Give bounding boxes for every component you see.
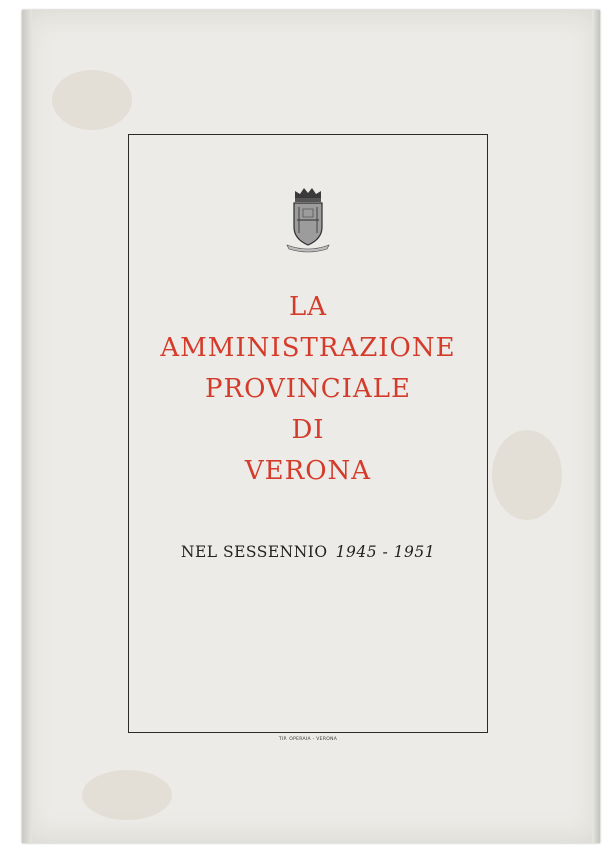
cover-left-edge bbox=[22, 10, 32, 843]
subtitle-years: 1945 - 1951 bbox=[335, 543, 436, 561]
title-line-2: AMMINISTRAZIONE bbox=[160, 333, 456, 363]
title-line-3: PROVINCIALE bbox=[205, 374, 411, 404]
book-cover bbox=[22, 10, 600, 843]
title-line-1: LA bbox=[288, 292, 328, 322]
coat-of-arms-icon bbox=[283, 183, 333, 253]
paper-stain bbox=[82, 770, 172, 820]
subtitle-text: NEL SESSENNIO bbox=[180, 543, 328, 561]
printer-imprint: TIP. OPERAIA - VERONA bbox=[278, 737, 338, 742]
cover-title bbox=[129, 287, 487, 492]
title-line-5: VERONA bbox=[244, 456, 372, 486]
cover-right-edge bbox=[592, 10, 600, 843]
paper-stain bbox=[52, 70, 132, 130]
cover-subtitle bbox=[129, 543, 487, 561]
title-frame bbox=[128, 134, 488, 742]
paper-stain bbox=[492, 430, 562, 520]
title-line-4: DI bbox=[291, 415, 325, 445]
